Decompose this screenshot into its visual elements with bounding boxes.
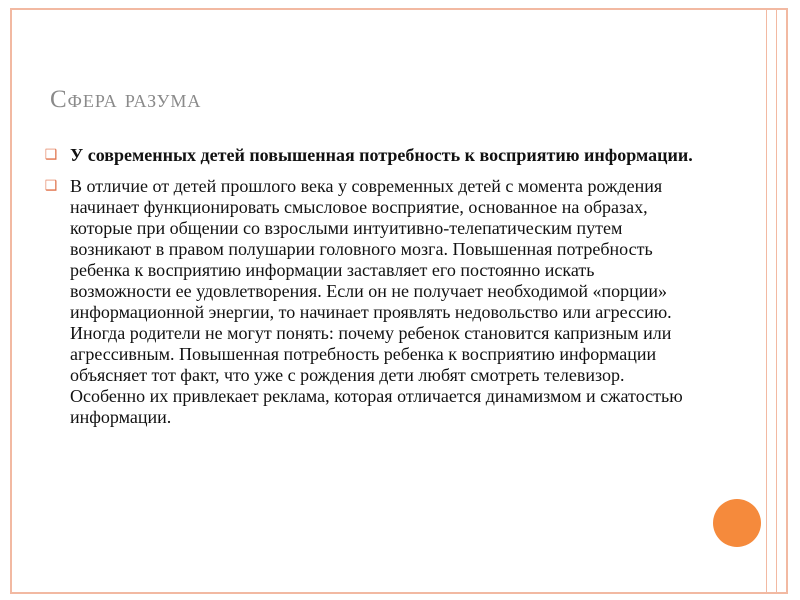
bullet-item bbox=[40, 145, 700, 166]
bullet-text: У современных детей повышенная потребность к восприятию информации. bbox=[70, 145, 693, 165]
slide-content bbox=[40, 145, 700, 438]
bullet-text: В отличие от детей прошлого века у современных детей с момента рождения начинает функционировать смысловое восприятие, основанное на образах, которые при общении со взрослыми интуитивно-телепатическим путем возникают в правом полушарии головного мозга. Повышенная потребность ребенка к восприятию информации заставляет его постоянно искать возможности ее удовлетворения. Если он не получает необходимой «порции» информационной энергии, то начинает проявлять недовольство или агрессию. Иногда родители не могут понять: почему ребенок становится капризным или агрессивным. Повышенная потребность ребенка к восприятию информации объясняет тот факт, что уже с рождения дети любят смотреть телевизор. Особенно их привлекает реклама, которая отличается динамизмом и сжатостью информации. bbox=[70, 176, 683, 427]
decorative-circle bbox=[713, 499, 761, 547]
bullet-item bbox=[40, 176, 700, 428]
decorative-rule bbox=[766, 8, 767, 594]
bullet-box-icon: ❑ bbox=[44, 179, 58, 194]
decorative-rule bbox=[776, 8, 777, 594]
slide-title: Сфера разума bbox=[50, 86, 202, 113]
bullet-box-icon: ❑ bbox=[44, 148, 58, 163]
